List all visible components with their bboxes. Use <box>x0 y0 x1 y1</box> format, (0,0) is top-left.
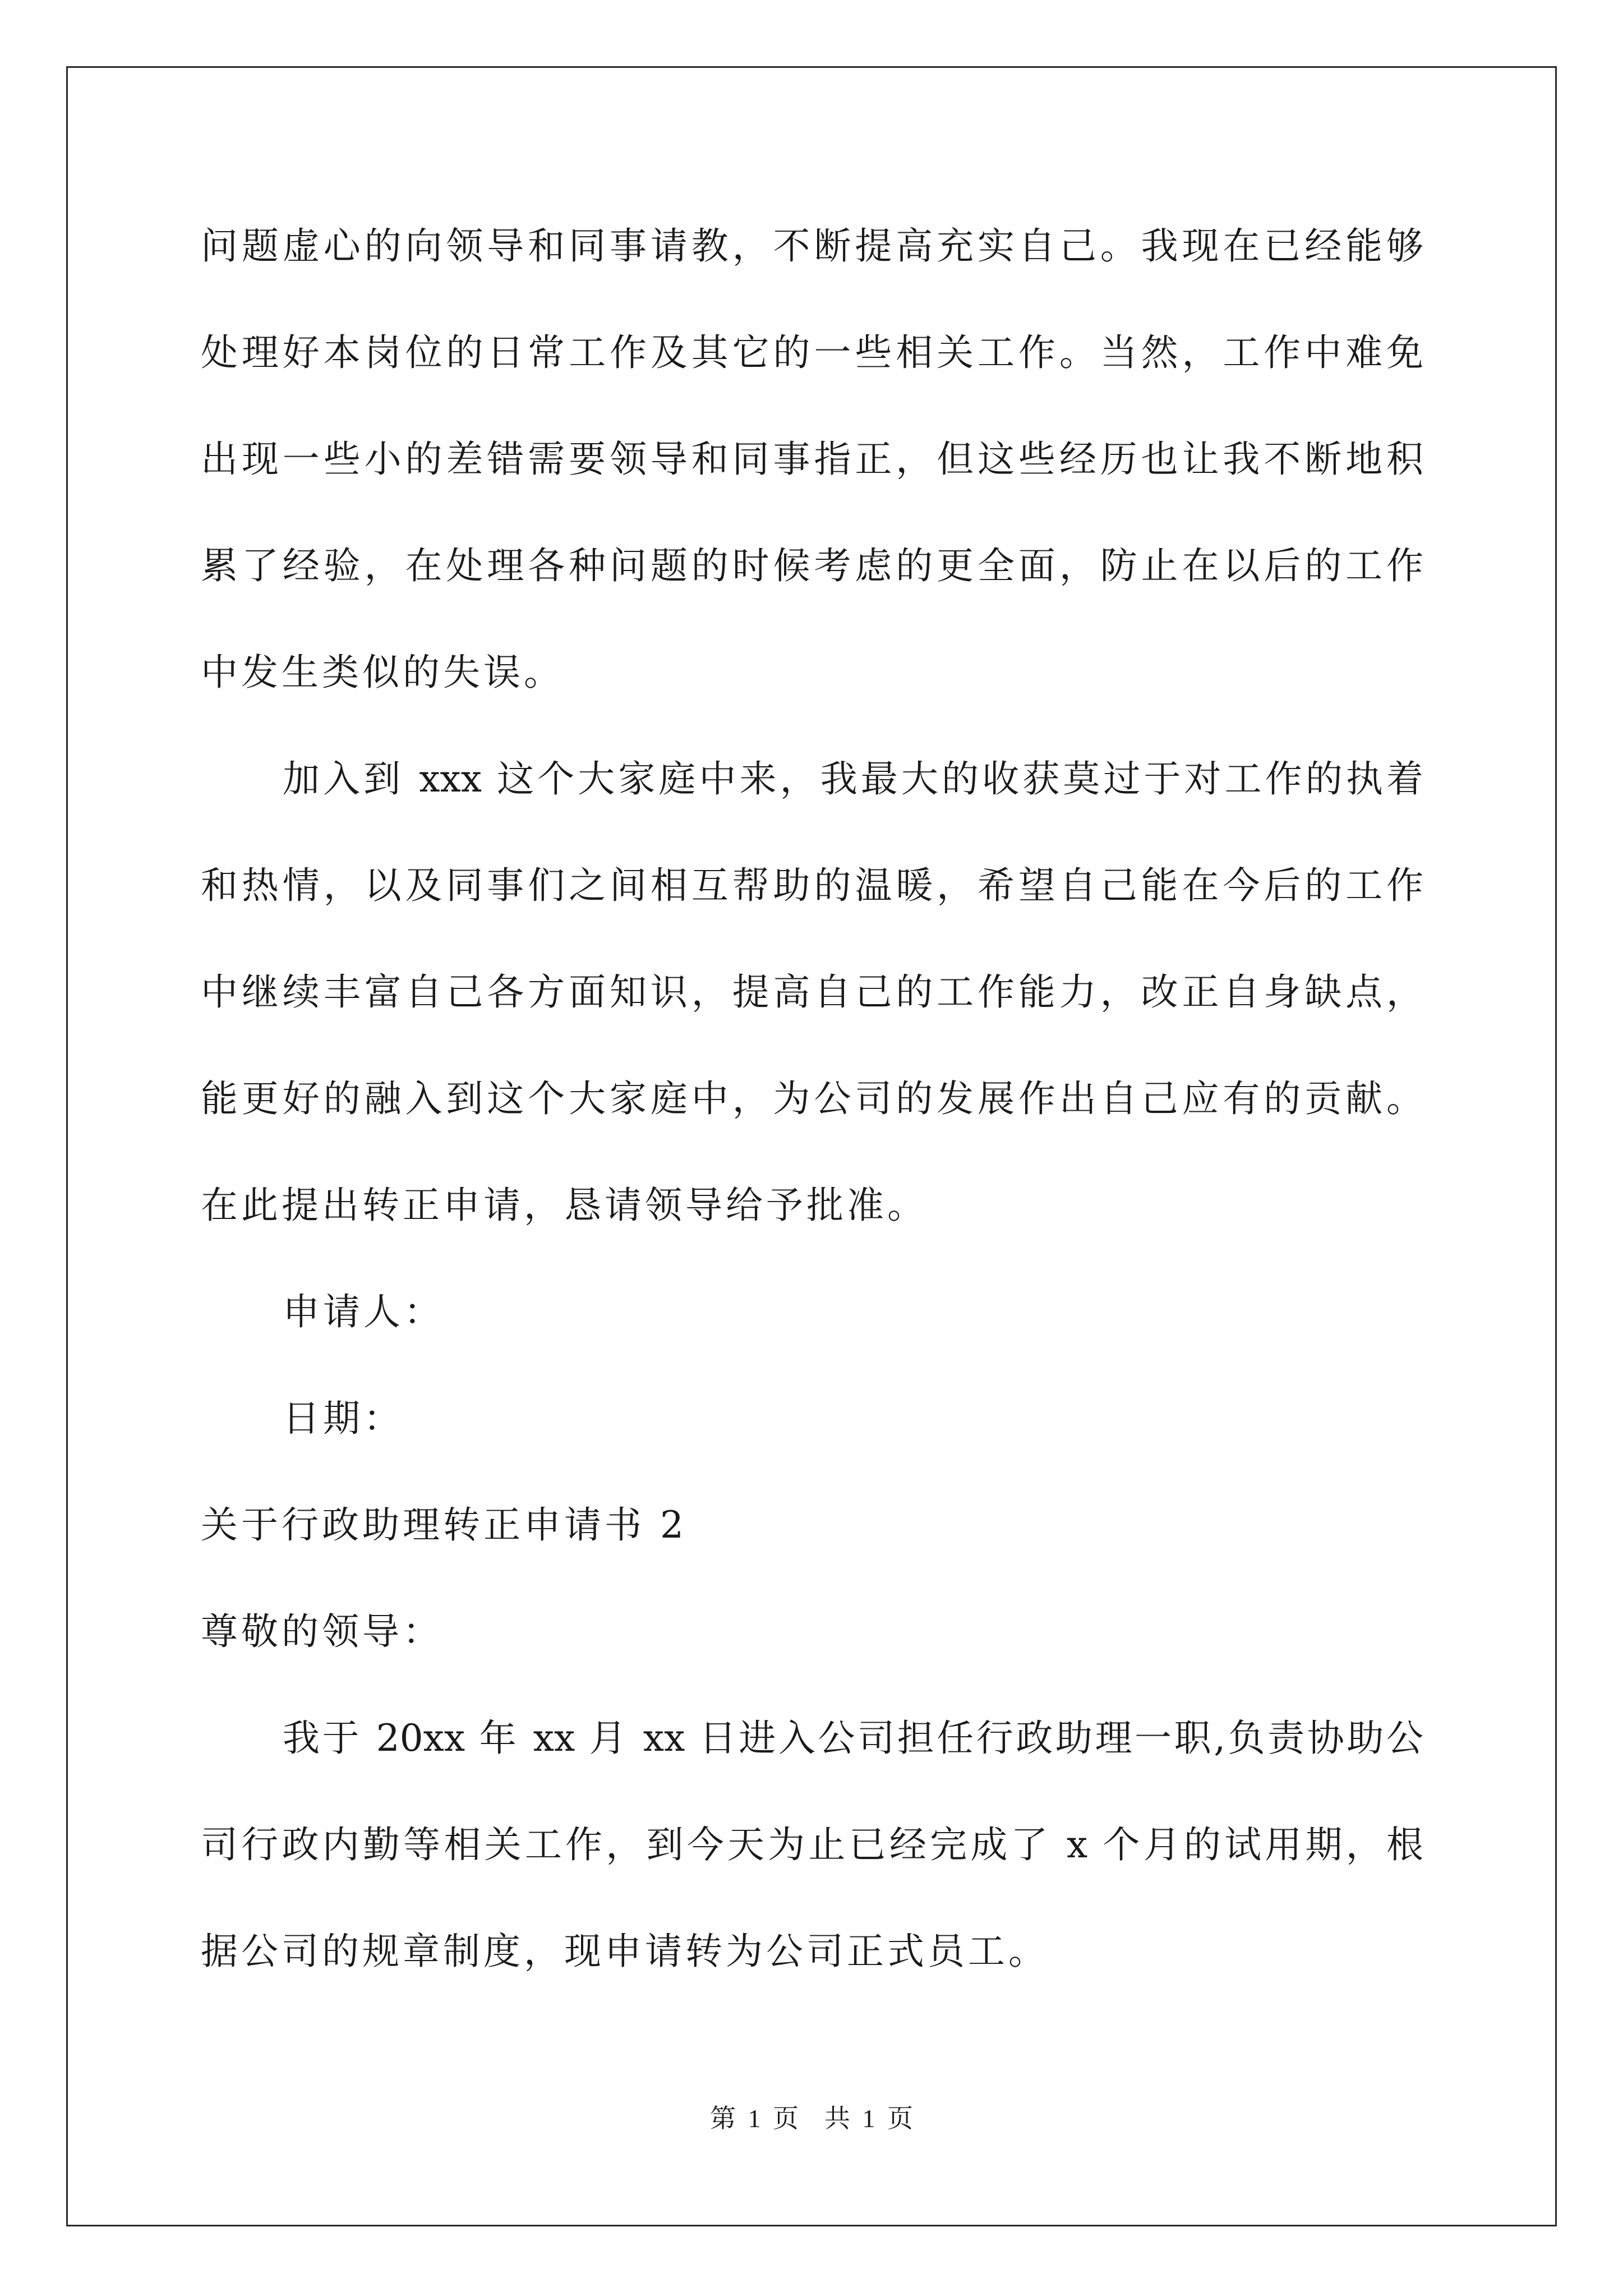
paragraph-line: 累了经验，在处理各种问题的时候考虑的更全面，防止在以后的工作 <box>201 544 1423 587</box>
paragraph-line: 和热情，以及同事们之间相互帮助的温暖，希望自己能在今后的工作 <box>201 864 1423 907</box>
paragraph-line: 中继续丰富自己各方面知识，提高自己的工作能力，改正自身缺点， <box>201 970 1423 1014</box>
paragraph-line: 在此提出转正申请，恳请领导给予批准。 <box>201 1184 928 1227</box>
paragraph-line: 我于 20xx 年 xx 月 xx 日进入公司担任行政助理一职,负责协助公 <box>283 1717 1423 1760</box>
date-label: 日期： <box>283 1397 404 1440</box>
paragraph-line: 处理好本岗位的日常工作及其它的一些相关工作。当然，工作中难免 <box>201 331 1423 374</box>
section-title: 关于行政助理转正申请书 2 <box>201 1503 687 1547</box>
paragraph-line: 能更好的融入到这个大家庭中，为公司的发展作出自己应有的贡献。 <box>201 1077 1423 1120</box>
paragraph-line: 中发生类似的失误。 <box>201 651 564 694</box>
applicant-label: 申请人： <box>283 1290 444 1333</box>
page-number-footer: 第 1 页 共 1 页 <box>710 2104 913 2133</box>
salutation: 尊敬的领导： <box>201 1610 443 1653</box>
paragraph-line: 据公司的规章制度，现申请转为公司正式员工。 <box>201 1930 1049 1973</box>
paragraph-line: 出现一些小的差错需要领导和同事指正，但这些经历也让我不断地积 <box>201 438 1423 481</box>
page-border <box>66 66 1557 2226</box>
paragraph-line: 问题虚心的向领导和同事请教，不断提高充实自己。我现在已经能够 <box>201 224 1423 268</box>
paragraph-line: 加入到 xxx 这个大家庭中来，我最大的收获莫过于对工作的执着 <box>283 757 1423 800</box>
paragraph-line: 司行政内勤等相关工作，到今天为止已经完成了 x 个月的试用期，根 <box>201 1823 1423 1866</box>
